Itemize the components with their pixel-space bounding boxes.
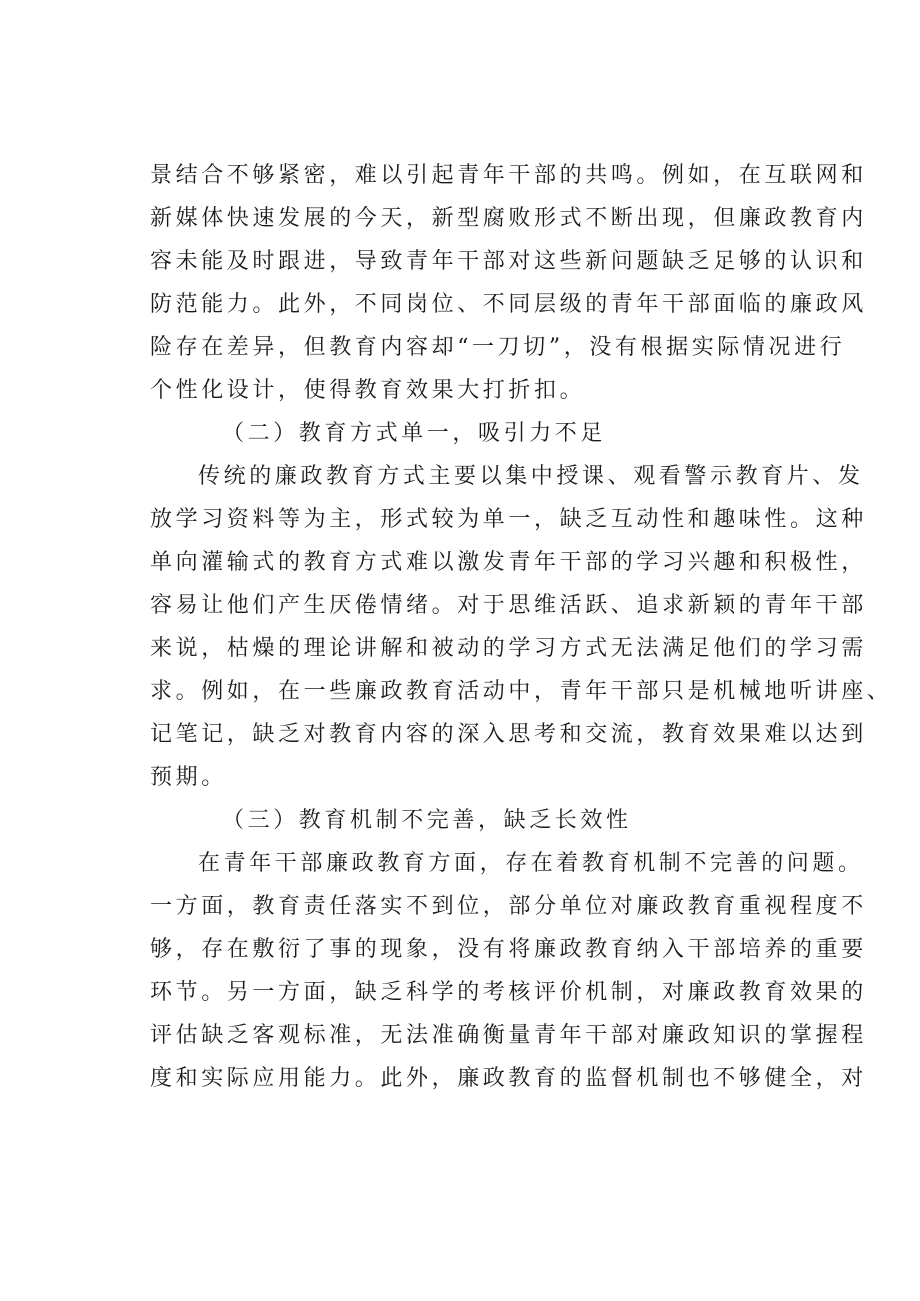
paragraph-line: 新媒体快速发展的今天，新型腐败形式不断出现，但廉政教育内 — [150, 206, 867, 231]
paragraph-line: 个性化设计，使得教育效果大打折扣。 — [150, 378, 586, 403]
paragraph-line: 一方面，教育责任落实不到位，部分单位对廉政教育重视程度不 — [150, 894, 867, 919]
paragraph-line: 景结合不够紧密，难以引起青年干部的共鸣。例如，在互联网和 — [150, 163, 867, 188]
paragraph-line: 险存在差异，但教育内容却“一刀切”，没有根据实际情况进行 — [150, 335, 846, 360]
paragraph-line: 来说，枯燥的理论讲解和被动的学习方式无法满足他们的学习需 — [150, 636, 867, 661]
paragraph-line: 单向灌输式的教育方式难以激发青年干部的学习兴趣和积极性， — [150, 550, 867, 575]
paragraph-line: 评估缺乏客观标准，无法准确衡量青年干部对廉政知识的掌握程 — [150, 1023, 867, 1048]
paragraph-line: 预期。 — [150, 765, 227, 790]
section-heading-3: （三）教育机制不完善，缺乏长效性 — [222, 808, 632, 833]
paragraph-line: 够，存在敷衍了事的现象，没有将廉政教育纳入干部培养的重要 — [150, 937, 867, 962]
paragraph-line: 容易让他们产生厌倦情绪。对于思维活跃、追求新颖的青年干部 — [150, 593, 867, 618]
paragraph-line: 防范能力。此外，不同岗位、不同层级的青年干部面临的廉政风 — [150, 292, 867, 317]
document-body — [150, 154, 893, 1100]
paragraph-line: 容未能及时跟进，导致青年干部对这些新问题缺乏足够的认识和 — [150, 249, 867, 274]
paragraph-line: 环节。另一方面，缺乏科学的考核评价机制，对廉政教育效果的 — [150, 980, 867, 1005]
section-heading-2: （二）教育方式单一，吸引力不足 — [222, 421, 607, 446]
paragraph-line: 求。例如，在一些廉政教育活动中，青年干部只是机械地听讲座、 — [150, 679, 893, 704]
paragraph-line: 在青年干部廉政教育方面，存在着教育机制不完善的问题。 — [198, 851, 864, 876]
paragraph-line: 度和实际应用能力。此外，廉政教育的监督机制也不够健全，对 — [150, 1066, 867, 1091]
paragraph-line: 记笔记，缺乏对教育内容的深入思考和交流，教育效果难以达到 — [150, 722, 867, 747]
paragraph-line: 放学习资料等为主，形式较为单一，缺乏互动性和趣味性。这种 — [150, 507, 867, 532]
paragraph-line: 传统的廉政教育方式主要以集中授课、观看警示教育片、发 — [198, 464, 864, 489]
